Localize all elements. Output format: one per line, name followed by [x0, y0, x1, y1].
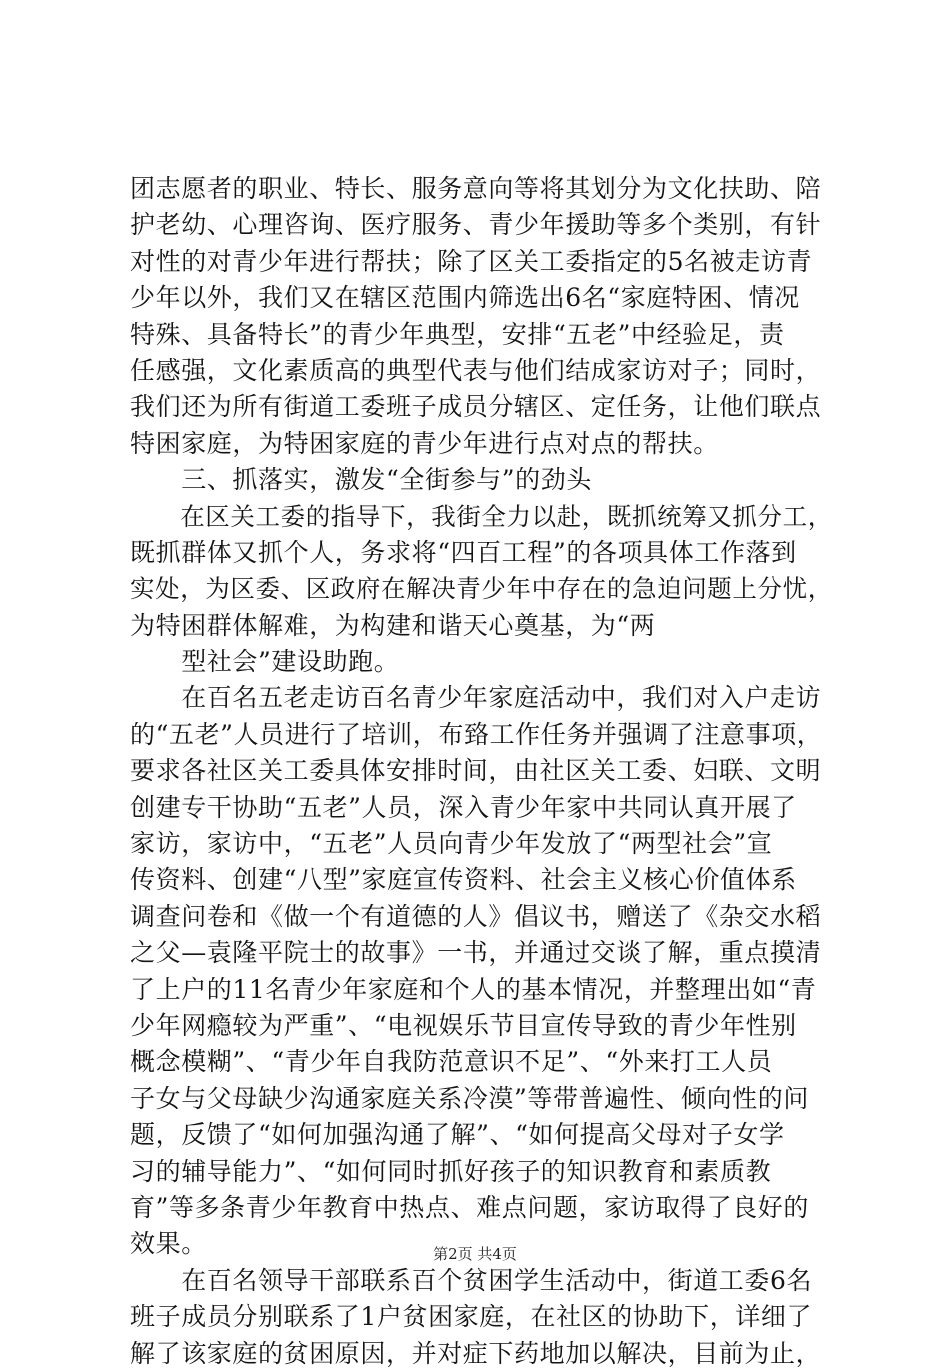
text-line: 传资料、创建“八型”家庭宣传资料、社会主义核心价值体系 — [130, 865, 797, 895]
text-line: 题，反馈了“如何加强沟通了解”、“如何提高父母对子女学 — [130, 1120, 785, 1150]
text-line: 子女与父母缺少沟通家庭关系冷漠”等带普遍性、倾向性的问 — [130, 1083, 809, 1113]
text-line: 我们还为所有街道工委班子成员分辖区、定任务，让他们联点 — [130, 392, 822, 422]
text-line: 要求各社区关工委具体安排时间，由社区关工委、妇联、文明 — [130, 756, 822, 786]
text-line: 概念模糊”、“青少年自我防范意识不足”、“外来打工人员 — [130, 1047, 773, 1077]
text-line: 育”等多条青少年教育中热点、难点问题，家访取得了良好的 — [130, 1192, 809, 1222]
text-line: 任感强，文化素质高的典型代表与他们结成家访对子；同时， — [130, 355, 822, 385]
text-line: 在百名领导干部联系百个贫困学生活动中，街道工委6名 — [130, 1265, 813, 1295]
text-line: 少年以外，我们又在辖区范围内筛选出6名“家庭特困、情况 — [130, 283, 800, 313]
page-footer: 第2页 共4页 — [433, 1245, 517, 1263]
body-text — [130, 171, 840, 1372]
text-line: 解了该家庭的贫困原因，并对症下药地加以解决，目前为止， — [130, 1338, 822, 1368]
text-line: 特困家庭，为特困家庭的青少年进行点对点的帮扶。 — [130, 428, 719, 458]
text-line: 在百名五老走访百名青少年家庭活动中，我们对入户走访 — [130, 683, 822, 713]
text-line: 实处，为区委、区政府在解决青少年中存在的急迫问题上分忧， — [130, 574, 833, 604]
text-line: 在区关工委的指导下，我街全力以赴，既抓统筹又抓分工， — [130, 501, 833, 531]
text-line: 创建专干协助“五老”人员，深入青少年家中共同认真开展了 — [130, 792, 797, 822]
text-line: 既抓群体又抓个人，务求将“四百工程”的各项具体工作落到 — [130, 537, 797, 567]
text-line: 的“五老”人员进行了培训，布臵工作任务并强调了注意事项， — [130, 719, 823, 749]
text-line: 了上户的11名青少年家庭和个人的基本情况，并整理出如“青 — [130, 974, 817, 1004]
text-line: 少年网瘾较为严重”、“电视娱乐节目宣传导致的青少年性别 — [130, 1010, 797, 1040]
text-line: 班子成员分别联系了1户贫困家庭，在社区的协助下，详细了 — [130, 1302, 813, 1332]
text-line: 三、抓落实，激发“全街参与”的劲头 — [130, 465, 592, 495]
text-line: 之父—袁隆平院士的故事》一书，并通过交谈了解，重点摸清 — [130, 938, 822, 968]
text-line: 对性的对青少年进行帮扶；除了区关工委指定的5名被走访青 — [130, 246, 813, 276]
text-line: 调查问卷和《做一个有道德的人》倡议书，赠送了《杂交水稻 — [130, 901, 822, 931]
text-line: 护老幼、心理咨询、医疗服务、青少年援助等多个类别，有针 — [130, 210, 822, 240]
text-line: 效果。 — [130, 1229, 207, 1259]
text-line: 家访，家访中，“五老”人员向青少年发放了“两型社会”宣 — [130, 829, 773, 859]
text-line: 团志愿者的职业、特长、服务意向等将其划分为文化扶助、陪 — [130, 174, 822, 203]
text-line: 为特困群体解难，为构建和谐天心奠基，为“两 — [130, 610, 656, 640]
text-line: 特殊、具备特长”的青少年典型，安排“五老”中经验足，责 — [130, 319, 785, 349]
text-line: 习的辅导能力”、“如何同时抓好孩子的知识教育和素质教 — [130, 1156, 772, 1186]
text-line: 型社会”建设助跑。 — [130, 647, 400, 677]
